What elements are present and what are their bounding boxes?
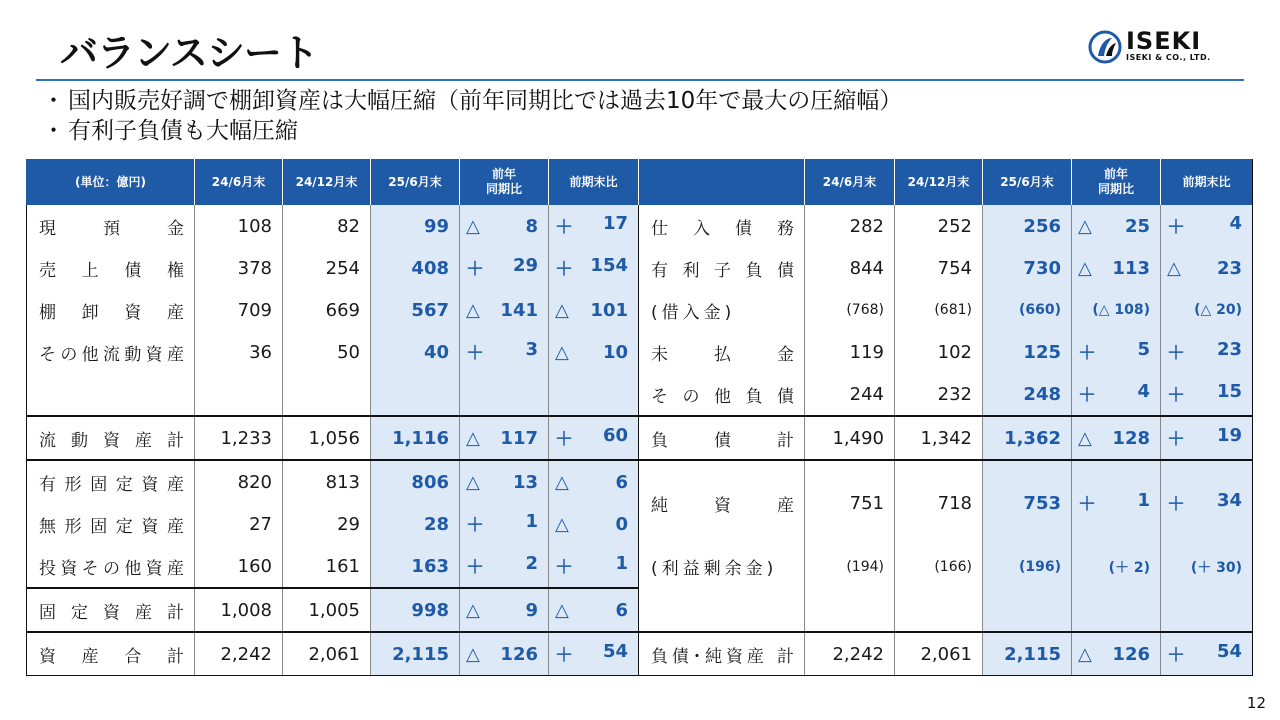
bullet-text: 国内販売好調で棚卸資産は大幅圧縮（前年同期比では過去10年で最大の圧縮幅） [68,88,903,114]
table-row [27,205,1253,247]
value-cell: 1,005 [283,588,371,632]
value-cell: 408 [371,247,460,289]
diff-value [1167,381,1242,407]
value-cell: (768) [805,289,895,331]
diff-value [555,213,628,239]
unit-header: (単位：億円) [27,159,195,205]
diff-value [555,514,628,535]
logo-name: ISEKI [1126,27,1202,55]
summary-bullets [42,86,902,146]
diff-value [555,472,628,493]
yoy-cell [1072,416,1161,460]
row-label: 固定資産計 [27,588,195,632]
value-cell: 99 [371,205,460,247]
table-row [27,331,1253,373]
vs-cell [549,503,639,545]
yoy-cell [460,416,549,460]
value-cell: 2,061 [283,632,371,676]
diff-sign: △ [555,513,569,535]
empty-cell [805,588,895,632]
yoy-cell [460,545,549,588]
row-label: 現預金 [27,205,195,247]
diff-sign: △ [466,599,480,621]
row-label: (利益剰余金) [639,545,805,588]
empty-cell [895,588,983,632]
yoy-cell [460,331,549,373]
col-header: 25/6月末 [371,159,460,205]
row-label [639,588,805,632]
value-cell: 753 [983,460,1072,545]
col-header: 前期末比 [1161,159,1253,205]
vs-cell [1161,460,1253,545]
value-cell: 248 [983,373,1072,416]
value-cell: 998 [371,588,460,632]
row-label: 純資産 [639,460,805,545]
vs-cell [1161,247,1253,289]
vs-cell [1161,373,1253,416]
value-cell: 252 [895,205,983,247]
bullet-item: ・ 国内販売好調で棚卸資産は大幅圧縮（前年同期比では過去10年で最大の圧縮幅） [42,88,903,114]
value-cell: 669 [283,289,371,331]
row-label: 未払金 [639,331,805,373]
vs-cell [549,545,639,588]
diff-sign: △ [555,341,569,363]
empty-cell [1161,588,1253,632]
value-cell: 1,056 [283,416,371,460]
empty-cell [195,373,283,416]
table-row [27,588,1253,632]
diff-sign: △ [466,643,480,665]
page-number: 12 [1246,694,1266,712]
value-cell: 40 [371,331,460,373]
diff-sign: ＋ [1078,385,1096,406]
diff-amount: 101 [590,299,628,321]
row-label: その他負債 [639,373,805,416]
table-row [27,416,1253,460]
diff-value [466,216,538,237]
value-cell: 36 [195,331,283,373]
value-cell: 378 [195,247,283,289]
col-header: 24/12月末 [895,159,983,205]
vs-cell [1161,331,1253,373]
value-cell: 163 [371,545,460,588]
bullet-item: ・ 有利子負債も大幅圧縮 [42,118,298,144]
diff-value [555,600,628,621]
value-cell: 1,342 [895,416,983,460]
diff-amount: 1 [615,553,628,574]
diff-sign: ＋ [555,259,573,280]
value-cell: 2,115 [983,632,1072,676]
value-cell: 27 [195,503,283,545]
vs-cell [549,632,639,676]
row-label [27,373,195,416]
table-row [27,247,1253,289]
diff-sign: △ [466,215,480,237]
yoy-cell [460,289,549,331]
row-label: 有利子負債 [639,247,805,289]
table-row [27,545,1253,588]
yoy-cell: (＋ 2) [1072,545,1161,588]
diff-amount: 10 [602,341,628,363]
diff-sign: △ [1078,643,1092,665]
yoy-cell [460,460,549,503]
value-cell: 254 [283,247,371,289]
diff-amount: 34 [1216,490,1242,511]
value-cell: 1,233 [195,416,283,460]
yoy-cell [460,503,549,545]
diff-sign: △ [466,299,480,321]
value-cell: 28 [371,503,460,545]
value-cell: 820 [195,460,283,503]
row-label: 売上債権 [27,247,195,289]
diff-amount: 3 [525,339,538,360]
row-label: 流動資産計 [27,416,195,460]
value-cell: 1,008 [195,588,283,632]
diff-sign: ＋ [1078,343,1096,364]
diff-value [1167,490,1242,516]
diff-amount: 15 [1216,381,1242,402]
diff-value [555,425,628,451]
yoy-cell [1072,460,1161,545]
title-divider [36,79,1244,81]
value-cell: 751 [805,460,895,545]
diff-amount: 4 [1229,213,1242,234]
col-header: 25/6月末 [983,159,1072,205]
diff-amount: 4 [1137,381,1150,402]
value-cell: 125 [983,331,1072,373]
value-cell: 567 [371,289,460,331]
vs-cell: (△ 20) [1161,289,1253,331]
value-cell: 244 [805,373,895,416]
vs-cell [1161,632,1253,676]
row-label: その他流動資産 [27,331,195,373]
col-header: 24/6月末 [195,159,283,205]
vs-cell [549,247,639,289]
row-label: 負債･純資産 計 [639,632,805,676]
diff-value [1078,339,1150,365]
value-cell: 119 [805,331,895,373]
diff-amount: 23 [1216,339,1242,360]
diff-amount: 60 [602,425,628,446]
vs-cell [549,205,639,247]
diff-amount: 9 [525,599,538,621]
vs-cell [549,331,639,373]
empty-cell [283,373,371,416]
col-header: 前期末比 [549,159,639,205]
vs-cell [1161,416,1253,460]
diff-value [466,300,538,321]
value-cell: 29 [283,503,371,545]
diff-sign: ＋ [1167,645,1185,666]
table-row [27,460,1253,503]
diff-value [555,300,628,321]
diff-value [466,339,538,365]
empty-cell [549,373,639,416]
diff-amount: 126 [500,643,538,665]
yoy-cell [1072,331,1161,373]
value-cell: 232 [895,373,983,416]
value-cell: 1,116 [371,416,460,460]
bullet-text: 有利子負債も大幅圧縮 [68,118,298,144]
diff-value [466,600,538,621]
diff-amount: 29 [512,255,538,276]
value-cell: 102 [895,331,983,373]
table-row [27,632,1253,676]
yoy-cell [1072,373,1161,416]
col-header: 前年 同期比 [460,159,549,205]
value-cell: (196) [983,545,1072,588]
value-cell: 754 [895,247,983,289]
diff-amount: 0 [615,513,628,535]
diff-value [1167,258,1242,279]
value-cell: 709 [195,289,283,331]
empty-cell [460,373,549,416]
col-header: 24/12月末 [283,159,371,205]
yoy-cell [460,588,549,632]
value-cell: 161 [283,545,371,588]
diff-sign: ＋ [1167,217,1185,238]
diff-value [1167,425,1242,451]
value-cell: 718 [895,460,983,545]
value-cell: (660) [983,289,1072,331]
diff-sign: ＋ [1078,494,1096,515]
diff-value [555,342,628,363]
yoy-cell [460,205,549,247]
row-label: 仕入債務 [639,205,805,247]
diff-value [1078,381,1150,407]
diff-value [1078,216,1150,237]
diff-amount: 23 [1216,257,1242,279]
value-cell: 730 [983,247,1072,289]
value-cell: 2,061 [895,632,983,676]
diff-amount: 126 [1112,643,1150,665]
vs-cell [1161,205,1253,247]
diff-sign: △ [555,299,569,321]
diff-value [466,644,538,665]
row-label: 負債計 [639,416,805,460]
table-header-row [27,159,1253,205]
diff-sign: ＋ [555,645,573,666]
value-cell: 2,115 [371,632,460,676]
row-label: 棚卸資産 [27,289,195,331]
empty-cell [1072,588,1161,632]
diff-value [1078,644,1150,665]
diff-amount: 54 [1216,641,1242,662]
diff-value [466,511,538,537]
diff-amount: 1 [1137,490,1150,511]
vs-cell [549,416,639,460]
diff-sign: ＋ [555,557,573,578]
row-label: 有形固定資産 [27,460,195,503]
diff-value [1078,490,1150,516]
diff-amount: 154 [590,255,628,276]
value-cell: 256 [983,205,1072,247]
yoy-cell [1072,247,1161,289]
yoy-cell [1072,205,1161,247]
diff-amount: 128 [1112,427,1150,449]
diff-amount: 19 [1216,425,1242,446]
logo-subtitle: ISEKI & CO., LTD. [1126,53,1211,62]
table-row [27,373,1253,416]
row-label: 無形固定資産 [27,503,195,545]
value-cell: 2,242 [805,632,895,676]
diff-amount: 25 [1124,215,1150,237]
row-label: (借入金) [639,289,805,331]
diff-amount: 5 [1137,339,1150,360]
diff-sign: ＋ [1167,494,1185,515]
diff-sign: ＋ [555,217,573,238]
diff-sign: ＋ [466,343,484,364]
diff-sign: △ [466,471,480,493]
value-cell: 282 [805,205,895,247]
yoy-cell [460,632,549,676]
diff-value [555,641,628,667]
col-header: 24/6月末 [805,159,895,205]
page-title: バランスシート [60,31,318,75]
diff-value [466,428,538,449]
diff-sign: ＋ [1167,343,1185,364]
col-header: 前年 同期比 [1072,159,1161,205]
diff-amount: 17 [602,213,628,234]
diff-sign: △ [1078,257,1092,279]
balance-sheet-table-wrapper [26,159,1253,676]
yoy-cell [1072,632,1161,676]
balance-sheet-table [26,159,1253,676]
diff-amount: 141 [500,299,538,321]
value-cell: (681) [895,289,983,331]
diff-value [1167,213,1242,239]
vs-cell [549,460,639,503]
vs-cell [549,588,639,632]
diff-value [466,553,538,579]
diff-sign: △ [555,471,569,493]
diff-sign: △ [466,427,480,449]
diff-amount: 113 [1112,257,1150,279]
value-cell: 50 [283,331,371,373]
diff-value [1167,339,1242,365]
table-row [27,289,1253,331]
diff-amount: 117 [500,427,538,449]
diff-amount: 6 [615,471,628,493]
diff-sign: ＋ [466,515,484,536]
diff-sign: ＋ [1167,429,1185,450]
diff-amount: 1 [525,511,538,532]
diff-sign: △ [1078,215,1092,237]
yoy-cell: (△ 108) [1072,289,1161,331]
iseki-logo-icon [1088,30,1122,64]
empty-cell [983,588,1072,632]
diff-value [555,553,628,579]
row-label: 資産合計 [27,632,195,676]
value-cell: 1,490 [805,416,895,460]
value-cell: 82 [283,205,371,247]
diff-sign: ＋ [466,259,484,280]
value-cell: 844 [805,247,895,289]
diff-sign: ＋ [1167,385,1185,406]
empty-cell [371,373,460,416]
value-cell: 806 [371,460,460,503]
vs-cell: (＋ 30) [1161,545,1253,588]
diff-value [466,255,538,281]
diff-amount: 54 [602,641,628,662]
blank-header [639,159,805,205]
diff-value [555,255,628,281]
row-label: 投資その他資産 [27,545,195,588]
value-cell: 813 [283,460,371,503]
vs-cell [549,289,639,331]
value-cell: (194) [805,545,895,588]
value-cell: 1,362 [983,416,1072,460]
value-cell: 108 [195,205,283,247]
diff-value [1078,258,1150,279]
yoy-cell [460,247,549,289]
diff-sign: ＋ [555,429,573,450]
diff-amount: 6 [615,599,628,621]
diff-sign: △ [1078,427,1092,449]
diff-sign: △ [555,599,569,621]
diff-value [1078,428,1150,449]
diff-value [1167,641,1242,667]
value-cell: 160 [195,545,283,588]
diff-amount: 2 [525,553,538,574]
diff-value [466,472,538,493]
diff-amount: 13 [512,471,538,493]
value-cell: 2,242 [195,632,283,676]
diff-sign: △ [1167,257,1181,279]
value-cell: (166) [895,545,983,588]
diff-sign: ＋ [466,557,484,578]
diff-amount: 8 [525,215,538,237]
company-logo [1088,27,1228,68]
